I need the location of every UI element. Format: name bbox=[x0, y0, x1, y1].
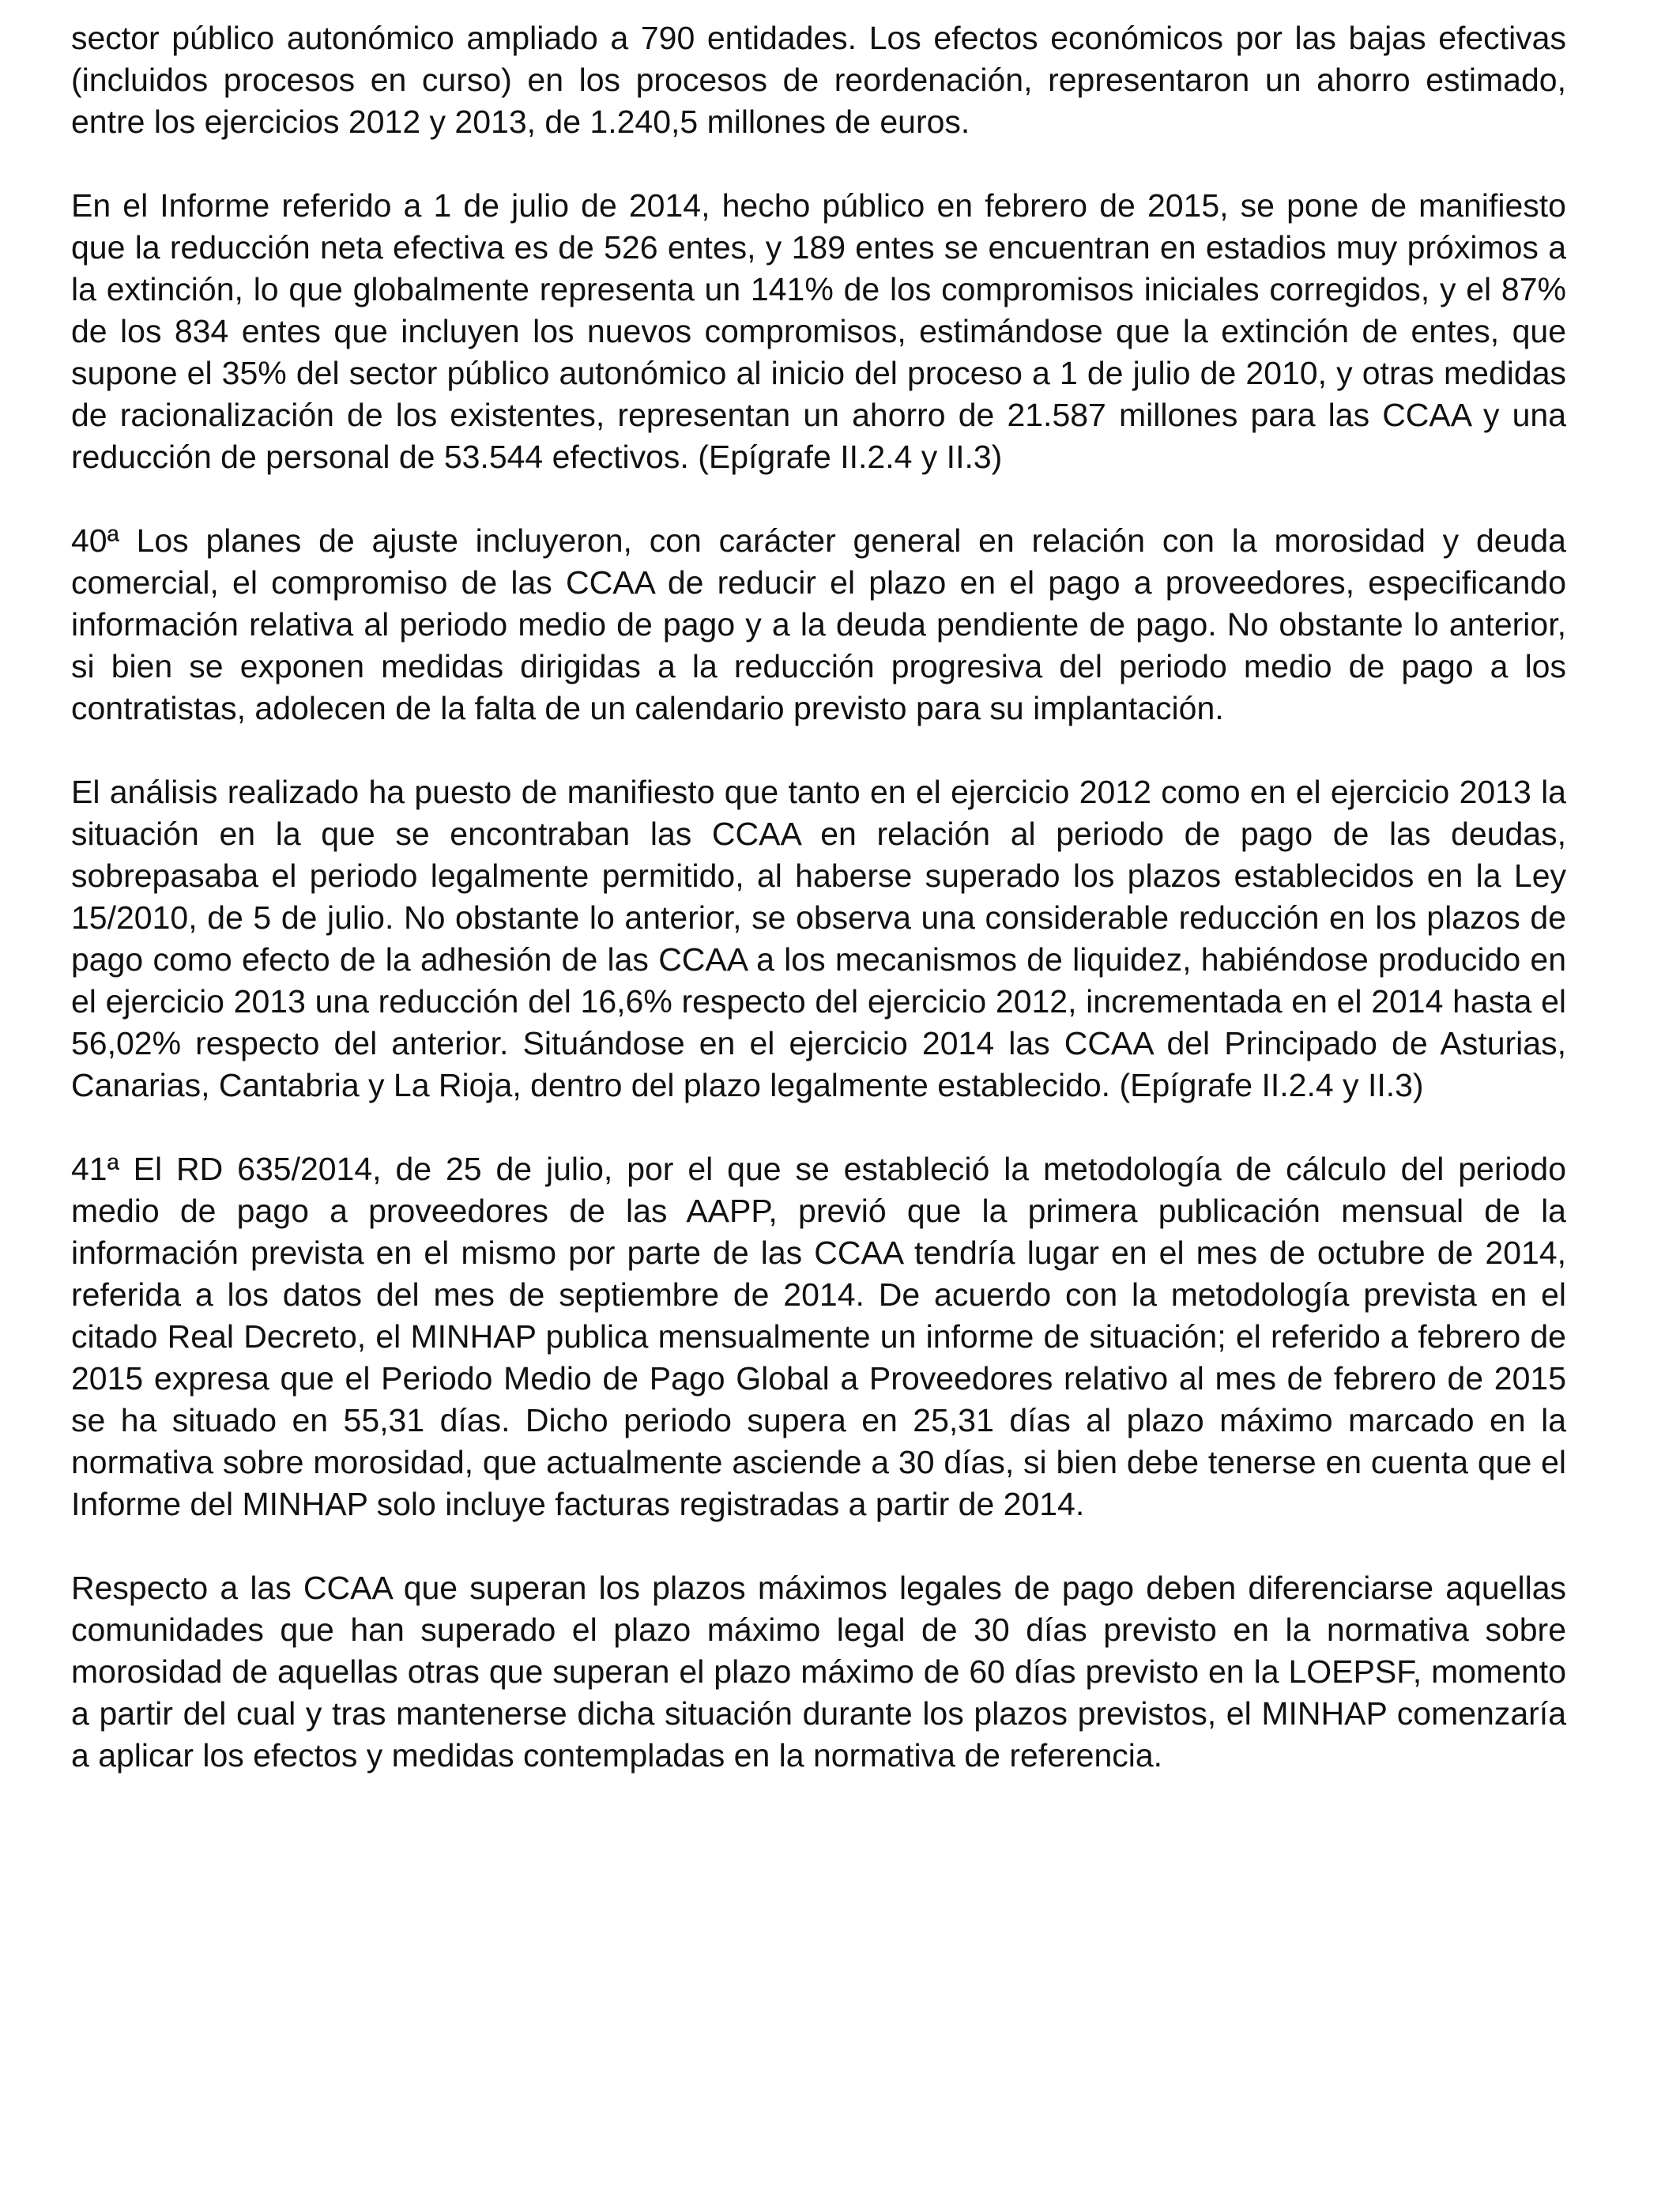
paragraph-analisis-plazos: El análisis realizado ha puesto de manifiesto que tanto en el ejercicio 2012 como en el ejercicio 2013 la situación en la que se encontraban las CCAA en relación al periodo de pago de las deudas, sobrepasaba el periodo legalmente permitido, al haberse superado los plazos establecidos en la Ley 15/2010, de 5 de julio. No obstante lo anterior, se observa una considerable reducción en los plazos de pago como efecto de la adhesión de las CCAA a los mecanismos de liquidez, habiéndose producido en el ejercicio 2013 una reducción del 16,6% respecto del ejercicio 2012, incrementada en el 2014 hasta el 56,02% respecto del anterior. Situándose en el ejercicio 2014 las CCAA del Principado de Asturias, Canarias, Cantabria y La Rioja, dentro del plazo legalmente establecido. (Epígrafe II.2.4 y II.3) bbox=[71, 774, 1566, 1103]
paragraph-informe-2014: En el Informe referido a 1 de julio de 2014, hecho público en febrero de 2015, se pone de manifiesto que la reducción neta efectiva es de 526 entes, y 189 entes se encuentran en estadios muy próximos a la extinción, lo que globalmente representa un 141% de los compromisos iniciales corregidos, y el 87% de los 834 entes que incluyen los nuevos compromisos, estimándose que la extinción de entes, que supone el 35% del sector público autonómico al inicio del proceso a 1 de julio de 2010, y otras medidas de racionalización de los existentes, representan un ahorro de 21.587 millones para las CCAA y una reducción de personal de 53.544 efectivos. (Epígrafe II.2.4 y II.3) bbox=[71, 187, 1566, 475]
document-page bbox=[71, 17, 1566, 1777]
paragraph-continuation: sector público autonómico ampliado a 790 entidades. Los efectos económicos por las bajas efectivas (incluidos procesos en curso) en los procesos de reordenación, representaron un ahorro estimado, entre los ejercicios 2012 y 2013, de 1.240,5 millones de euros. bbox=[71, 20, 1566, 140]
paragraph-conclusion-41: 41ª El RD 635/2014, de 25 de julio, por el que se estableció la metodología de cálculo del periodo medio de pago a proveedores de las AAPP, previó que la primera publicación mensual de la información prevista en el mismo por parte de las CCAA tendría lugar en el mes de octubre de 2014, referida a los datos del mes de septiembre de 2014. De acuerdo con la metodología prevista en el citado Real Decreto, el MINHAP publica mensualmente un informe de situación; el referido a febrero de 2015 expresa que el Periodo Medio de Pago Global a Proveedores relativo al mes de febrero de 2015 se ha situado en 55,31 días. Dicho periodo supera en 25,31 días al plazo máximo marcado en la normativa sobre morosidad, que actualmente asciende a 30 días, si bien debe tenerse en cuenta que el Informe del MINHAP solo incluye facturas registradas a partir de 2014. bbox=[71, 1151, 1566, 1522]
paragraph-conclusion-40: 40ª Los planes de ajuste incluyeron, con carácter general en relación con la morosidad y deuda comercial, el compromiso de las CCAA de reducir el plazo en el pago a proveedores, especificando información relativa al periodo medio de pago y a la deuda pendiente de pago. No obstante lo anterior, si bien se exponen medidas dirigidas a la reducción progresiva del periodo medio de pago a los contratistas, adolecen de la falta de un calendario previsto para su implantación. bbox=[71, 522, 1566, 726]
paragraph-plazos-maximos: Respecto a las CCAA que superan los plazos máximos legales de pago deben diferenciarse aquellas comunidades que han superado el plazo máximo legal de 30 días previsto en la normativa sobre morosidad de aquellas otras que superan el plazo máximo de 60 días previsto en la LOEPSF, momento a partir del cual y tras mantenerse dicha situación durante los plazos previstos, el MINHAP comenzaría a aplicar los efectos y medidas contempladas en la normativa de referencia. bbox=[71, 1570, 1566, 1774]
